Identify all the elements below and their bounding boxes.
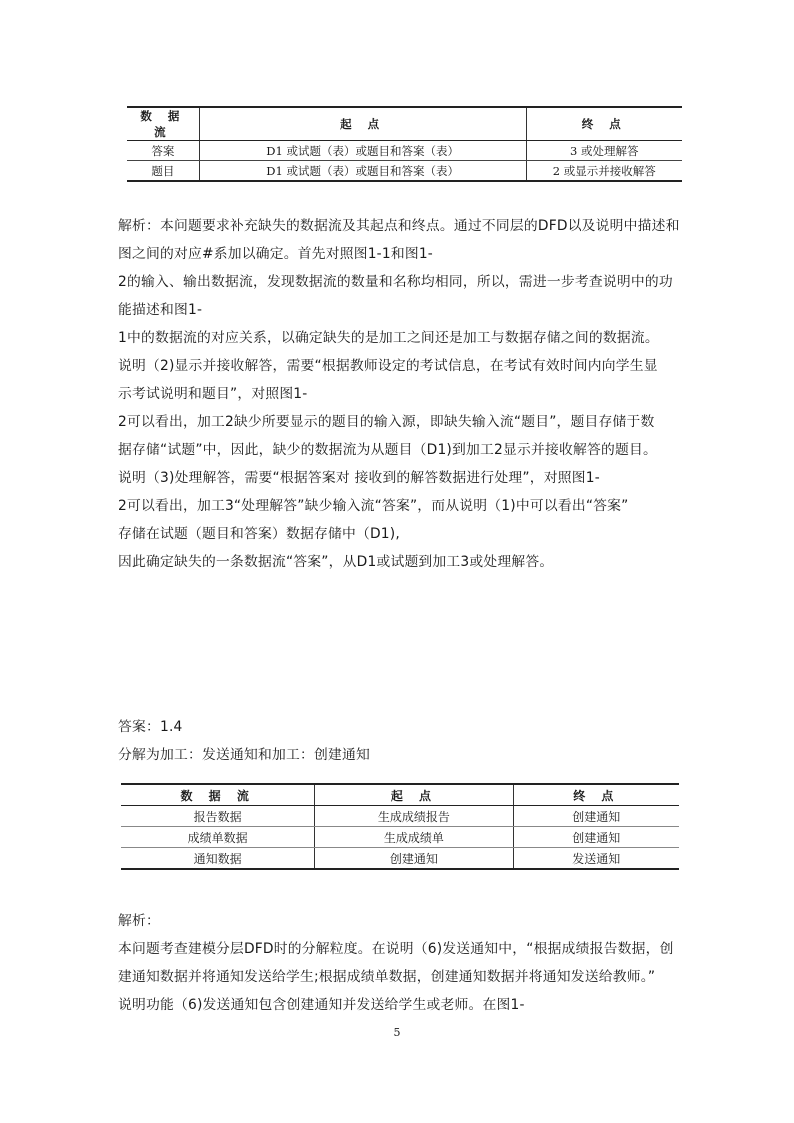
text-line: 解析： [118,913,160,929]
table-cell: 创建通知 [513,827,679,848]
text-line: 据存储“试题”中，因此，缺少的数据流为从题目（D1)到加工2显示并接收解答的题目。 [118,442,657,458]
header-end: 终 点 [513,784,679,806]
table-cell: 创建通知 [513,806,679,827]
text-line: 图之间的对应#系加以确定。首先对照图1-1和图1- [118,246,433,262]
analysis-1 [118,212,684,576]
header-dataflow: 数 据 流 [127,107,199,141]
table-row [121,806,679,827]
table-cell: 题目 [127,161,199,182]
dataflow-table-2 [121,783,679,870]
table-cell: D1 或试题（表）或题目和答案（表） [199,161,526,182]
text-line: 因此确定缺失的一条数据流“答案”，从D1或试题到加工3或处理解答。 [118,554,554,570]
text-line: 能描述和图1- [118,302,203,318]
table-cell: 生成成绩报告 [315,806,513,827]
table-row [121,848,679,870]
text-line: 说明（2)显示并接收解答，需要“根据教师设定的考试信息，在考试有效时间内向学生显 [118,358,658,374]
text-line: 1中的数据流的对应关系，以确定缺失的是加工之间还是加工与数据存储之间的数据流。 [118,330,659,346]
table-cell: 答案 [127,141,199,161]
table-cell: 2 或显示并接收解答 [526,161,682,182]
answer-subtitle: 分解为加工：发送通知和加工：创建通知 [118,747,370,763]
answer-section [118,713,684,769]
text-line: 说明功能（6)发送通知包含创建通知并发送给学生或老师。在图1- [118,997,525,1013]
text-line: 解析：本问题要求补充缺失的数据流及其起点和终点。通过不同层的DFD以及说明中描述和 [118,218,680,234]
page-number: 5 [393,1026,401,1039]
text-line: 存储在试题（题目和答案）数据存储中（D1), [118,526,400,542]
table-cell: 创建通知 [315,848,513,870]
text-line: 建通知数据并将通知发送给学生;根据成绩单数据，创建通知数据并将通知发送给教师。” [118,969,656,985]
text-line: 本问题考查建模分层DFD时的分解粒度。在说明（6)发送通知中，“根据成绩报告数据，创 [118,941,674,957]
text-line: 说明（3)处理解答，需要“根据答案对 接收到的解答数据进行处理”，对照图1- [118,470,600,486]
header-start: 起 点 [199,107,526,141]
analysis-2 [118,907,684,1019]
table-cell: D1 或试题（表）或题目和答案（表） [199,141,526,161]
table-header-row [121,784,679,806]
text-line: 2的输入、输出数据流，发现数据流的数量和名称均相同，所以，需进一步考查说明中的功 [118,274,673,290]
table-row [127,141,682,161]
table-cell: 通知数据 [121,848,315,870]
table-cell: 报告数据 [121,806,315,827]
header-dataflow: 数 据 流 [121,784,315,806]
table-header-row [127,107,682,141]
table-row [121,827,679,848]
text-line: 2可以看出，加工3“处理解答”缺少输入流“答案”，而从说明（1)中可以看出“答案” [118,498,629,514]
table-cell: 成绩单数据 [121,827,315,848]
dataflow-table-1 [127,106,682,182]
table-cell: 3 或处理解答 [526,141,682,161]
table-cell: 发送通知 [513,848,679,870]
text-line: 示考试说明和题目”，对照图1- [118,386,308,402]
answer-label: 答案：1.4 [118,719,183,735]
table-cell: 生成成绩单 [315,827,513,848]
text-line: 2可以看出，加工2缺少所要显示的题目的输入源，即缺失输入流“题目”，题目存储于数 [118,414,655,430]
header-start: 起 点 [315,784,513,806]
table-row [127,161,682,182]
header-end: 终 点 [526,107,682,141]
